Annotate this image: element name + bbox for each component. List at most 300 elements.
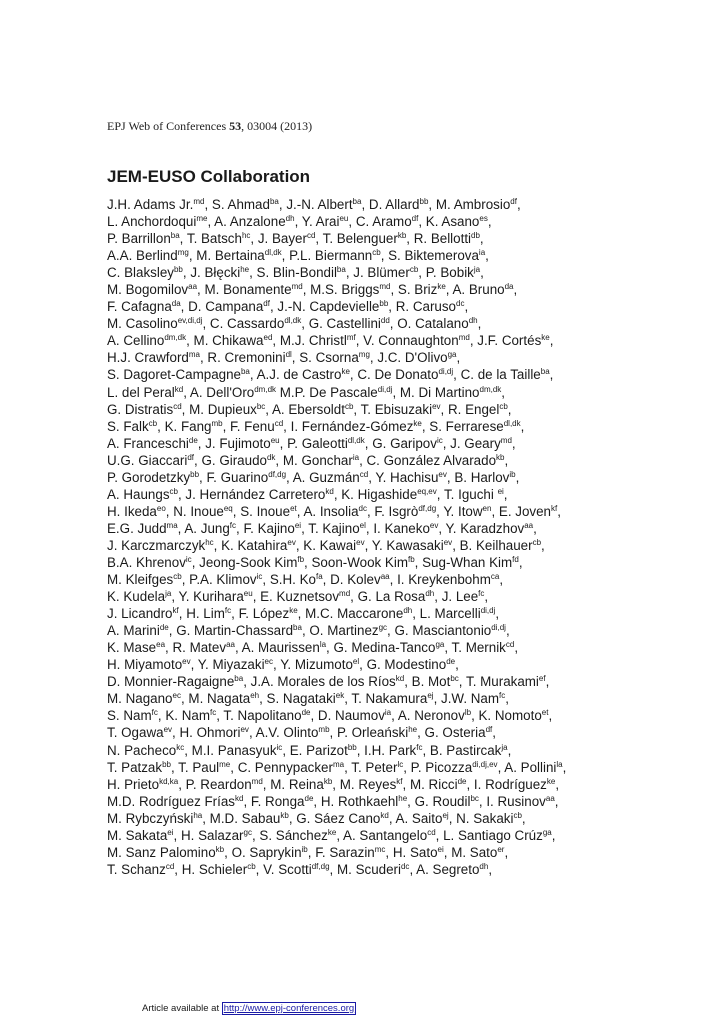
affiliation-superscript: cb bbox=[344, 401, 354, 411]
affiliation-superscript: md bbox=[193, 197, 205, 206]
author-name: , bbox=[507, 742, 512, 758]
affiliation-superscript: kf bbox=[172, 606, 179, 616]
author-name: , J. Blümer bbox=[345, 265, 410, 281]
affiliation-superscript: dl,dk bbox=[347, 435, 365, 445]
affiliation-superscript: ev bbox=[432, 401, 441, 411]
author-name: , S. Biktemerova bbox=[380, 248, 479, 264]
affiliation-superscript: ic bbox=[256, 572, 263, 582]
author-name: , C. Cassardo bbox=[202, 316, 285, 332]
author-name: M. Sakata bbox=[107, 827, 168, 843]
article-number: , 03004 (2013) bbox=[241, 119, 313, 133]
author-line bbox=[107, 520, 627, 537]
footer bbox=[142, 1003, 356, 1014]
author-name: , H. Sato bbox=[385, 844, 438, 860]
author-line bbox=[107, 332, 627, 349]
author-name: , T. Kajino bbox=[301, 520, 360, 536]
author-name: , M.I. Panasyuk bbox=[184, 742, 277, 758]
affiliation-superscript: de bbox=[457, 776, 467, 786]
affiliation-superscript: ga bbox=[542, 827, 552, 837]
affiliation-superscript: df,dg bbox=[268, 469, 287, 479]
affiliation-superscript: md bbox=[251, 776, 263, 786]
author-name: , B. Keilhauer bbox=[452, 537, 533, 553]
author-name: H. Prieto bbox=[107, 776, 160, 792]
author-name: , R. Matev bbox=[165, 640, 227, 656]
author-name: , T. Mernik bbox=[444, 640, 506, 656]
author-name: , E. Parizot bbox=[282, 742, 348, 758]
author-line bbox=[107, 622, 627, 639]
author-name: C. Blaksley bbox=[107, 265, 174, 281]
author-line bbox=[107, 247, 627, 264]
author-name: , bbox=[514, 640, 519, 656]
author-name: , T. Nakamura bbox=[344, 691, 428, 707]
affiliation-superscript: fc bbox=[151, 708, 158, 718]
author-name: , M. Bertaina bbox=[188, 248, 265, 264]
affiliation-superscript: kb bbox=[323, 776, 333, 786]
affiliation-superscript: kd bbox=[174, 384, 184, 394]
author-name: , Y. Kawasaki bbox=[364, 537, 444, 553]
affiliation-superscript: mg bbox=[177, 248, 189, 258]
author-line bbox=[107, 264, 627, 281]
affiliation-superscript: bc bbox=[470, 793, 479, 803]
affiliation-superscript: cd bbox=[165, 861, 175, 871]
affiliation-superscript: cd bbox=[173, 401, 182, 411]
affiliation-superscript: fa bbox=[315, 572, 323, 582]
author-name: , T. Belenguer bbox=[315, 231, 398, 247]
affiliation-superscript: ek bbox=[335, 691, 345, 701]
affiliation-superscript: ma bbox=[332, 759, 345, 769]
author-name: , V. Connaughton bbox=[355, 333, 459, 349]
footer-link[interactable]: http://www.epj-conferences.org bbox=[223, 1003, 355, 1014]
affiliation-superscript: df,dg bbox=[418, 503, 437, 513]
affiliation-superscript: df,dg bbox=[311, 861, 330, 871]
author-name: , K. Nomoto bbox=[471, 708, 542, 724]
affiliation-superscript: ja bbox=[501, 742, 508, 752]
author-name: , bbox=[484, 589, 489, 605]
author-line bbox=[107, 469, 627, 486]
affiliation-superscript: ba bbox=[234, 674, 244, 684]
affiliation-superscript: et bbox=[290, 503, 297, 513]
affiliation-superscript: ei bbox=[497, 486, 504, 496]
affiliation-superscript: gc bbox=[243, 827, 252, 837]
author-name: , F. Fenu bbox=[222, 418, 275, 434]
affiliation-superscript: es bbox=[479, 214, 488, 224]
author-name: , A. Neronov bbox=[391, 708, 465, 724]
author-name: , K. Fang bbox=[157, 418, 212, 434]
affiliation-superscript: eu bbox=[270, 435, 280, 445]
author-name: , Y. Itow bbox=[436, 503, 483, 519]
affiliation-superscript: ib bbox=[301, 844, 308, 854]
author-name: , M.D. Sabau bbox=[202, 810, 281, 826]
author-name: , A. Dell'Oro bbox=[183, 384, 255, 400]
affiliation-superscript: fc bbox=[499, 691, 506, 701]
author-name: , P. Orleański bbox=[329, 725, 409, 741]
affiliation-superscript: db bbox=[471, 231, 480, 241]
author-line bbox=[107, 281, 627, 298]
author-name: M. Sanz Palomino bbox=[107, 844, 216, 860]
affiliation-superscript: df bbox=[187, 452, 195, 462]
author-name: M. Bogomilov bbox=[107, 282, 189, 298]
affiliation-superscript: ba bbox=[240, 367, 250, 377]
author-name: , bbox=[518, 554, 523, 570]
affiliation-superscript: fc bbox=[224, 606, 232, 616]
footer-label: Article available at bbox=[142, 1003, 220, 1014]
author-name: , O. Catalano bbox=[389, 316, 469, 332]
author-name: A.A. Berlind bbox=[107, 248, 178, 264]
affiliation-superscript: ev bbox=[429, 520, 439, 530]
author-name: , T. Murakami bbox=[458, 674, 539, 690]
author-list bbox=[107, 196, 627, 878]
author-name: T. Ogawa bbox=[107, 725, 164, 741]
author-name: , bbox=[557, 503, 561, 519]
author-name: A. Cellino bbox=[107, 333, 165, 349]
affiliation-superscript: cd bbox=[306, 231, 316, 241]
affiliation-superscript: kd bbox=[325, 486, 334, 496]
author-name: , bbox=[504, 452, 509, 468]
author-name: , G. Modestino bbox=[359, 657, 447, 673]
affiliation-superscript: da bbox=[504, 282, 514, 292]
author-name: , O. Saprykin bbox=[224, 844, 302, 860]
affiliation-superscript: kc bbox=[176, 742, 185, 752]
author-line bbox=[107, 742, 627, 759]
author-name: , P. Bobik bbox=[418, 265, 474, 281]
author-name: , H. Ohmori bbox=[172, 725, 241, 741]
author-name: , S. Csorna bbox=[291, 350, 359, 366]
author-name: A. Marini bbox=[107, 623, 160, 639]
affiliation-superscript: kb bbox=[215, 844, 225, 854]
author-name: , N. Inoue bbox=[165, 503, 224, 519]
affiliation-superscript: de bbox=[188, 435, 198, 445]
author-name: , L. Marcelli bbox=[412, 606, 481, 622]
author-name: , Y. Hachisu bbox=[368, 469, 439, 485]
affiliation-superscript: dc bbox=[456, 299, 465, 309]
affiliation-superscript: cd bbox=[505, 640, 515, 650]
author-name: , F. López bbox=[231, 606, 290, 622]
affiliation-superscript: ba bbox=[293, 623, 302, 633]
affiliation-superscript: eu bbox=[243, 589, 253, 599]
author-name: , J. Bayer bbox=[250, 231, 307, 247]
affiliation-superscript: di,dj bbox=[480, 606, 496, 616]
author-line bbox=[107, 571, 627, 588]
author-name: , A. Guzmán bbox=[286, 469, 360, 485]
affiliation-superscript: ev bbox=[287, 537, 296, 547]
affiliation-superscript: cd bbox=[274, 418, 284, 428]
affiliation-superscript: cb bbox=[169, 486, 178, 496]
author-name: , F. Sarazin bbox=[307, 844, 375, 860]
author-name: , M. Scuderi bbox=[329, 861, 401, 877]
affiliation-superscript: ev,di,dj bbox=[177, 316, 203, 326]
author-name: , J.W. Nam bbox=[433, 691, 500, 707]
affiliation-superscript: aa bbox=[545, 793, 555, 803]
affiliation-superscript: en bbox=[482, 503, 492, 513]
author-name: , M. Chikawa bbox=[186, 333, 264, 349]
affiliation-superscript: ba bbox=[269, 197, 279, 206]
author-name: , G. Roudil bbox=[407, 793, 471, 809]
author-name: , T. Ebisuzaki bbox=[353, 401, 433, 417]
author-line bbox=[107, 537, 627, 554]
author-name: , G. Medina-Tanco bbox=[326, 640, 436, 656]
author-name: , J.-N. Albert bbox=[278, 197, 353, 212]
author-name: T. Patzak bbox=[107, 759, 163, 775]
author-line bbox=[107, 690, 627, 707]
affiliation-superscript: ba bbox=[336, 265, 346, 275]
author-name: , J. Geary bbox=[442, 435, 501, 451]
affiliation-superscript: aa bbox=[226, 640, 235, 650]
affiliation-superscript: kb bbox=[397, 231, 407, 241]
affiliation-superscript: ja bbox=[473, 265, 481, 275]
author-name: , A. Anzalone bbox=[207, 214, 286, 230]
affiliation-superscript: aa bbox=[188, 282, 198, 292]
author-line bbox=[107, 384, 627, 401]
author-name: J.H. Adams Jr. bbox=[107, 197, 194, 212]
author-name: , I. Kaneko bbox=[365, 520, 430, 536]
page-title: JEM-EUSO Collaboration bbox=[107, 167, 311, 186]
author-name: , A. Ebersoldt bbox=[265, 401, 345, 417]
author-name: , bbox=[562, 759, 567, 775]
author-name: , S. Briz bbox=[390, 282, 438, 298]
affiliation-superscript: kd bbox=[235, 793, 244, 803]
affiliation-superscript: kf bbox=[396, 776, 403, 786]
affiliation-superscript: bb bbox=[173, 265, 183, 275]
author-name: , M. Dupieux bbox=[181, 401, 257, 417]
author-name: J. Licandro bbox=[107, 606, 173, 622]
author-name: , J.-N. Capdevielle bbox=[269, 299, 380, 315]
affiliation-superscript: ea bbox=[156, 640, 166, 650]
author-name: , bbox=[551, 827, 556, 843]
author-name: , M. Sato bbox=[443, 844, 498, 860]
affiliation-superscript: ei bbox=[294, 520, 302, 530]
author-name: , M. Nagata bbox=[180, 691, 251, 707]
affiliation-superscript: he bbox=[408, 725, 418, 735]
author-name: P. Barrillon bbox=[107, 231, 171, 247]
author-name: , bbox=[480, 265, 484, 281]
author-name: H. Ikeda bbox=[107, 503, 157, 519]
affiliation-superscript: ia bbox=[384, 708, 392, 718]
journal-header bbox=[107, 119, 312, 134]
affiliation-superscript: ke bbox=[289, 606, 298, 616]
author-name: , B. Pastircak bbox=[422, 742, 502, 758]
affiliation-superscript: di,dj,ev bbox=[472, 759, 498, 769]
author-line bbox=[107, 213, 627, 230]
author-name: , I. Rusinov bbox=[478, 793, 546, 809]
author-line bbox=[107, 844, 627, 861]
journal-name: EPJ Web of Conferences bbox=[107, 119, 227, 133]
author-name: , C. de la Taille bbox=[453, 367, 541, 383]
author-line bbox=[107, 724, 627, 741]
author-name: M.P. De Pascale bbox=[276, 384, 378, 400]
author-name: , Soon-Wook Kim bbox=[304, 554, 408, 570]
author-name: , A. Santangelo bbox=[336, 827, 428, 843]
affiliation-superscript: di,dj bbox=[491, 623, 506, 633]
author-name: N. Pacheco bbox=[107, 742, 177, 758]
author-line bbox=[107, 366, 627, 383]
author-name: , F. Ronga bbox=[243, 793, 305, 809]
author-name: , D. Allard bbox=[361, 197, 420, 212]
author-name: , P. Galeotti bbox=[279, 435, 348, 451]
author-name: , J.A. Morales de los Ríos bbox=[243, 674, 396, 690]
author-name: , C. De Donato bbox=[349, 367, 439, 383]
affiliation-superscript: de bbox=[159, 623, 169, 633]
author-name: , F. Kajino bbox=[236, 520, 295, 536]
author-name: , G. Garipov bbox=[364, 435, 437, 451]
author-name: , bbox=[520, 418, 525, 434]
affiliation-superscript: dc bbox=[358, 503, 367, 513]
affiliation-superscript: dl,dk bbox=[503, 418, 521, 428]
affiliation-superscript: kd bbox=[395, 674, 405, 684]
affiliation-superscript: ed bbox=[263, 333, 273, 343]
author-name: T. Schanz bbox=[107, 861, 166, 877]
affiliation-superscript: ef bbox=[538, 674, 546, 684]
author-name: J. Karczmarczyk bbox=[107, 537, 206, 553]
author-name: , P.L. Biermann bbox=[281, 248, 373, 264]
author-name: , G. Sáez Cano bbox=[288, 810, 381, 826]
author-name: , M.S. Briggs bbox=[302, 282, 380, 298]
affiliation-superscript: md bbox=[500, 435, 512, 445]
affiliation-superscript: fc bbox=[416, 742, 423, 752]
affiliation-superscript: bc bbox=[256, 401, 266, 411]
author-line bbox=[107, 298, 627, 315]
affiliation-superscript: ej bbox=[427, 691, 434, 701]
author-name: , H. Salazar bbox=[173, 827, 244, 843]
affiliation-superscript: eo bbox=[156, 503, 166, 513]
author-line bbox=[107, 861, 627, 878]
author-name: , A.V. Olinto bbox=[248, 725, 319, 741]
author-name: A. Franceschi bbox=[107, 435, 189, 451]
author-name: F. Cafagna bbox=[107, 299, 172, 315]
affiliation-superscript: cb bbox=[409, 265, 419, 275]
author-name: , bbox=[505, 691, 509, 707]
affiliation-superscript: ba bbox=[170, 231, 180, 241]
author-name: , Jeong-Sook Kim bbox=[191, 554, 298, 570]
author-name: , A.J. de Castro bbox=[249, 367, 342, 383]
author-name: , A. Insolia bbox=[296, 503, 359, 519]
author-name: , bbox=[533, 520, 537, 536]
affiliation-superscript: de bbox=[301, 708, 311, 718]
author-name: , S. Ahmad bbox=[204, 197, 270, 212]
affiliation-superscript: ma bbox=[188, 350, 200, 360]
author-name: , bbox=[477, 316, 482, 332]
author-line bbox=[107, 776, 627, 793]
author-name: , I. Fernández-Gómez bbox=[283, 418, 414, 434]
affiliation-superscript: ic bbox=[276, 742, 283, 752]
affiliation-superscript: cb bbox=[247, 861, 256, 871]
author-name: , M. Ambrosio bbox=[428, 197, 511, 212]
affiliation-superscript: dc bbox=[400, 861, 410, 871]
affiliation-superscript: mf bbox=[346, 333, 356, 343]
author-name: , G. La Rosa bbox=[350, 589, 426, 605]
affiliation-superscript: he bbox=[240, 265, 250, 275]
author-name: , F. Isgrò bbox=[366, 503, 419, 519]
author-name: M. Kleifges bbox=[107, 572, 174, 588]
affiliation-superscript: ke bbox=[546, 776, 556, 786]
author-name: , J.C. D'Olivo bbox=[369, 350, 448, 366]
author-line bbox=[107, 418, 627, 435]
author-name: , O. Martinez bbox=[301, 623, 379, 639]
affiliation-superscript: me bbox=[196, 214, 208, 224]
author-name: L. del Peral bbox=[107, 384, 175, 400]
author-name: , G. Masciantonio bbox=[387, 623, 492, 639]
author-name: S. Falk bbox=[107, 418, 149, 434]
affiliation-superscript: et bbox=[541, 708, 549, 718]
author-name: , J. Fujimoto bbox=[197, 435, 271, 451]
author-line bbox=[107, 605, 627, 622]
affiliation-superscript: ec bbox=[264, 657, 273, 667]
author-name: , bbox=[521, 810, 526, 826]
affiliation-superscript: fc bbox=[209, 708, 217, 718]
author-name: , P. Picozza bbox=[403, 759, 473, 775]
author-name: , M. Bonamente bbox=[197, 282, 292, 298]
author-name: , Sug-Whan Kim bbox=[414, 554, 513, 570]
author-name: , J.F. Cortés bbox=[469, 333, 542, 349]
affiliation-superscript: df bbox=[411, 214, 419, 224]
affiliation-superscript: md bbox=[379, 282, 391, 292]
affiliation-superscript: ev bbox=[443, 537, 453, 547]
affiliation-superscript: bc bbox=[450, 674, 459, 684]
author-line bbox=[107, 793, 627, 810]
author-name: , C. González Alvarado bbox=[359, 452, 497, 468]
author-name: M. Casolino bbox=[107, 316, 178, 332]
author-name: , bbox=[504, 844, 509, 860]
affiliation-superscript: ic bbox=[185, 554, 192, 564]
affiliation-superscript: ca bbox=[490, 572, 500, 582]
author-name: , bbox=[488, 861, 493, 877]
author-name: , R. Engel bbox=[440, 401, 500, 417]
author-name: G. Distratis bbox=[107, 401, 174, 417]
author-name: , L. Santiago Crúz bbox=[435, 827, 543, 843]
affiliation-superscript: ei bbox=[167, 827, 174, 837]
affiliation-superscript: cb bbox=[532, 537, 542, 547]
affiliation-superscript: md bbox=[458, 333, 470, 343]
affiliation-superscript: df bbox=[263, 299, 270, 309]
affiliation-superscript: ev bbox=[438, 469, 447, 479]
affiliation-superscript: ei bbox=[437, 844, 444, 854]
affiliation-superscript: dm,dk bbox=[164, 333, 187, 343]
affiliation-superscript: ga bbox=[435, 640, 445, 650]
affiliation-superscript: lb bbox=[464, 708, 472, 718]
author-name: D. Monnier-Ragaigne bbox=[107, 674, 235, 690]
author-name: , Y. Arai bbox=[294, 214, 340, 230]
author-name: , K. Nam bbox=[157, 708, 210, 724]
author-name: , G. Martin-Chassard bbox=[168, 623, 294, 639]
affiliation-superscript: bb bbox=[419, 197, 429, 206]
author-name: U.G. Giaccari bbox=[107, 452, 188, 468]
author-name: , H. Lim bbox=[178, 606, 225, 622]
affiliation-superscript: kd bbox=[380, 810, 389, 820]
author-line bbox=[107, 349, 627, 366]
author-name: , bbox=[541, 537, 545, 553]
affiliation-superscript: la bbox=[556, 759, 563, 769]
affiliation-superscript: er bbox=[497, 844, 505, 854]
author-line bbox=[107, 503, 627, 520]
affiliation-superscript: dk bbox=[266, 452, 276, 462]
journal-volume: 53 bbox=[229, 119, 242, 133]
author-name: , S. Blin-Bondil bbox=[249, 265, 337, 281]
author-name: H. Miyamoto bbox=[107, 657, 183, 673]
author-line bbox=[107, 656, 627, 673]
author-name: , T. Paul bbox=[170, 759, 220, 775]
author-name: , C. Pennypacker bbox=[230, 759, 333, 775]
affiliation-superscript: dm,dk bbox=[254, 384, 277, 394]
author-name: , P. Reardon bbox=[178, 776, 252, 792]
author-name: , R. Caruso bbox=[388, 299, 456, 315]
author-name: , D. Kolev bbox=[322, 572, 381, 588]
affiliation-superscript: ej bbox=[442, 810, 449, 820]
affiliation-superscript: ke bbox=[541, 333, 550, 343]
affiliation-superscript: dh bbox=[479, 861, 489, 871]
affiliation-superscript: cb bbox=[372, 248, 381, 258]
author-name: , bbox=[499, 572, 504, 588]
affiliation-superscript: aa bbox=[380, 572, 390, 582]
affiliation-superscript: ia bbox=[352, 452, 360, 462]
